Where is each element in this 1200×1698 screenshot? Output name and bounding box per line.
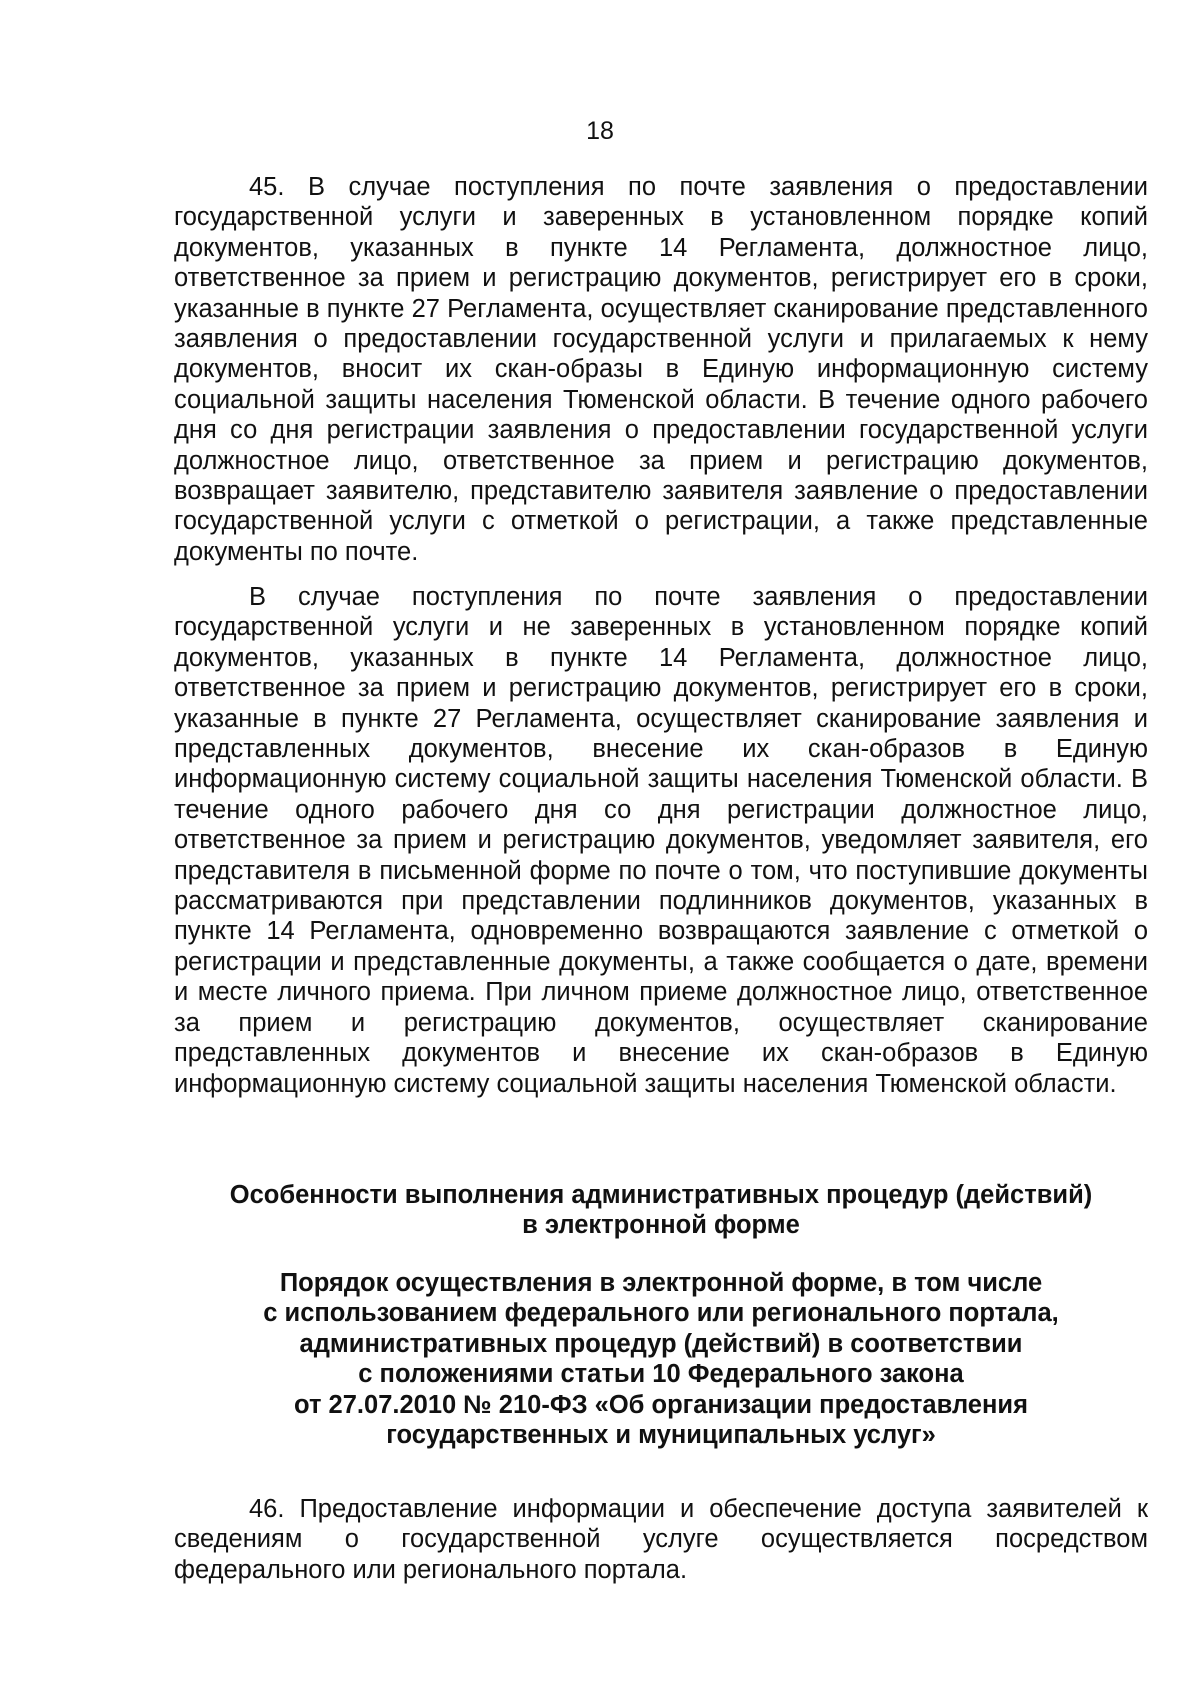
section-heading [174, 1180, 1148, 1241]
paragraph-46: 46. Предоставление информации и обеспечение доступа заявителей к сведениям о государственной услуге осуществляется посредством федерального или регионального портала. [174, 1495, 1148, 1584]
subsection-heading-line: административных процедур (действий) в соответствии [299, 1329, 1023, 1358]
subsection-heading-line: с положениями статьи 10 Федерального закона [358, 1360, 964, 1389]
page-number: 18 [586, 117, 614, 145]
section-heading-line: Особенности выполнения административных процедур (действий) [229, 1181, 1093, 1209]
subsection-heading-line: государственных и муниципальных услуг» [386, 1421, 936, 1450]
subsection-heading-line: с использованием федерального или регионального портала, [263, 1299, 1059, 1328]
subsection-heading-line: Порядок осуществления в электронной форме, в том числе [279, 1269, 1043, 1297]
subsection-heading-line: от 27.07.2010 № 210-ФЗ «Об организации предоставления [294, 1390, 1028, 1419]
section-heading-line: в электронной форме [522, 1211, 800, 1240]
subsection-heading [174, 1268, 1148, 1450]
paragraph-45: 45. В случае поступления по почте заявления о предоставлении государственной услуги и заверенных в установленном порядке копий документов, указанных в пункте 14 Регламента, должностное лицо, ответственное за прием и регистрацию документов, регистрирует его в сроки, указанные в пункте 27 Регламента, осуществляет сканирование представленного заявления о предоставлении государственной услуги и прилагаемых к нему документов, вносит их скан-образы в Единую информационную систему социальной защиты населения Тюменской области. В течение одного рабочего дня со дня регистрации заявления о предоставлении государственной услуги должностное лицо, ответственное за прием и регистрацию документов, возвращает заявителю, представителю заявителя заявление о предоставлении государственной услуги с отметкой о регистрации, а также представленные документы по почте. [174, 173, 1148, 566]
paragraph-45-continuation: В случае поступления по почте заявления о предоставлении государственной услуги и не заверенных в установленном порядке копий документов, указанных в пункте 14 Регламента, должностное лицо, ответственное за прием и регистрацию документов, регистрирует его в сроки, указанные в пункте 27 Регламента, осуществляет сканирование заявления и представленных документов, внесение их скан-образов в Единую информационную систему социальной защиты населения Тюменской области. В течение одного рабочего дня со дня регистрации должностное лицо, ответственное за прием и регистрацию документов, уведомляет заявителя, его представителя в письменной форме по почте о том, что поступившие документы рассматриваются при представлении подлинников документов, указанных в пункте 14 Регламента, одновременно возвращаются заявление с отметкой о регистрации и представленные документы, а также сообщается о дате, времени и месте личного приема. При личном приеме должностное лицо, ответственное за прием и регистрацию документов, осуществляет сканирование представленных документов и внесение их скан-образов в Единую информационную систему социальной защиты населения Тюменской области. [174, 583, 1148, 1098]
